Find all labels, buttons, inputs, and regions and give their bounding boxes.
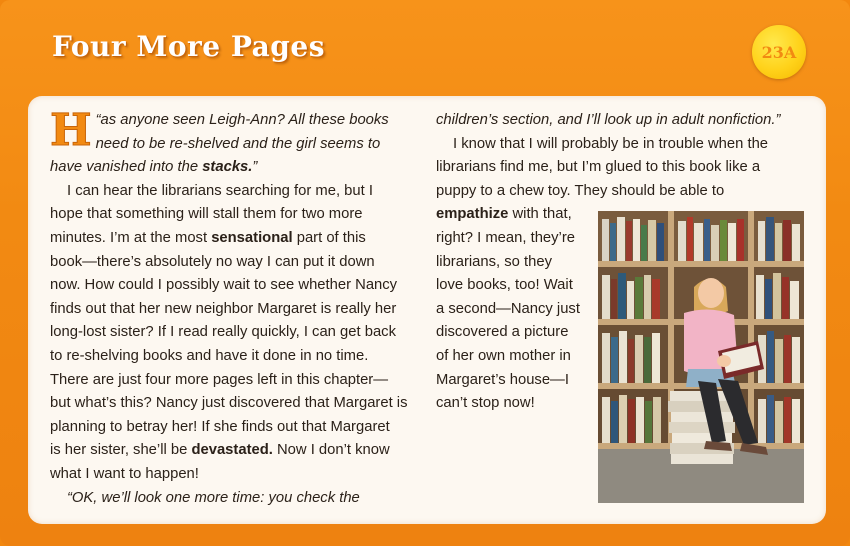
story-text: with that, — [508, 206, 572, 223]
vocab-word-devastated: devastated. — [191, 442, 273, 459]
page-title: Four More Pages — [52, 30, 325, 63]
story-text: have vanished into the — [50, 159, 203, 176]
story-line: finds out that her new neighbor Margaret is really her — [50, 300, 397, 317]
story-line: children’s section, and I’ll look up in adult nonfiction.” — [436, 112, 781, 128]
story-text: minutes. I’m at the most — [50, 229, 212, 246]
story-line: of her own mother in — [436, 347, 571, 364]
story-line: Margaret’s house—I — [436, 371, 569, 388]
story-line: right? I mean, they’re — [436, 229, 575, 246]
story-line: now. How could I possibly wait to see whether Nancy — [50, 277, 398, 294]
book-stack — [668, 391, 736, 464]
story-line: librarians, so they — [436, 253, 552, 270]
vocab-word-stacks: stacks. — [202, 159, 253, 176]
story-line: I know that I will probably be in trouble when the — [453, 135, 769, 152]
story-line — [50, 439, 422, 463]
library-illustration — [598, 211, 804, 503]
story-line: I can hear the librarians searching for me, but I — [67, 182, 373, 199]
girl-reading-photo — [598, 211, 804, 503]
close-quote: ” — [252, 159, 258, 176]
story-text: as anyone seen Leigh-Ann? All these books — [100, 112, 389, 128]
story-column-left — [50, 105, 422, 510]
story-line: can’t stop now! — [436, 395, 535, 412]
story-line: puppy to a chew toy. They should be able to — [436, 182, 725, 199]
story-line — [50, 109, 422, 133]
vocab-word-empathize: empathize — [436, 206, 509, 223]
story-line: “OK, we’ll look one more time: you check the — [67, 489, 360, 506]
story-line — [50, 156, 422, 180]
story-text: Now I don’t know — [272, 442, 390, 459]
story-line: love books, too! Wait — [436, 277, 573, 294]
story-line: librarians find me, but I’m glued to this book like a — [436, 159, 761, 176]
story-line: a second—Nancy just — [436, 300, 580, 317]
story-line: long-lost sister? If I read really quickly, I can get back — [50, 324, 396, 341]
story-text: part of this — [292, 229, 366, 246]
story-line: what I want to happen! — [50, 465, 199, 482]
story-line: hope that something will stall them for two more — [50, 206, 363, 223]
vocab-word-sensational: sensational — [211, 229, 293, 246]
story-line — [50, 227, 422, 251]
story-line: There are just four more pages left in this chapter— — [50, 371, 389, 388]
story-line: to re-shelving books and have it done in no time. — [50, 347, 369, 364]
drop-cap: H — [50, 105, 92, 156]
story-line: planning to betray her! If she finds out that Margaret — [50, 418, 390, 435]
open-quote: “ — [95, 112, 101, 128]
story-line: discovered a picture — [436, 324, 569, 341]
story-line: need to be re-shelved and the girl seems to — [95, 135, 381, 152]
story-text: is her sister, she’ll be — [50, 442, 192, 459]
page-badge: 23A — [752, 25, 806, 79]
story-line: book—there’s absolutely no way I can put it down — [50, 253, 375, 270]
story-line: but what’s this? Nancy just discovered that Margaret is — [50, 395, 408, 412]
